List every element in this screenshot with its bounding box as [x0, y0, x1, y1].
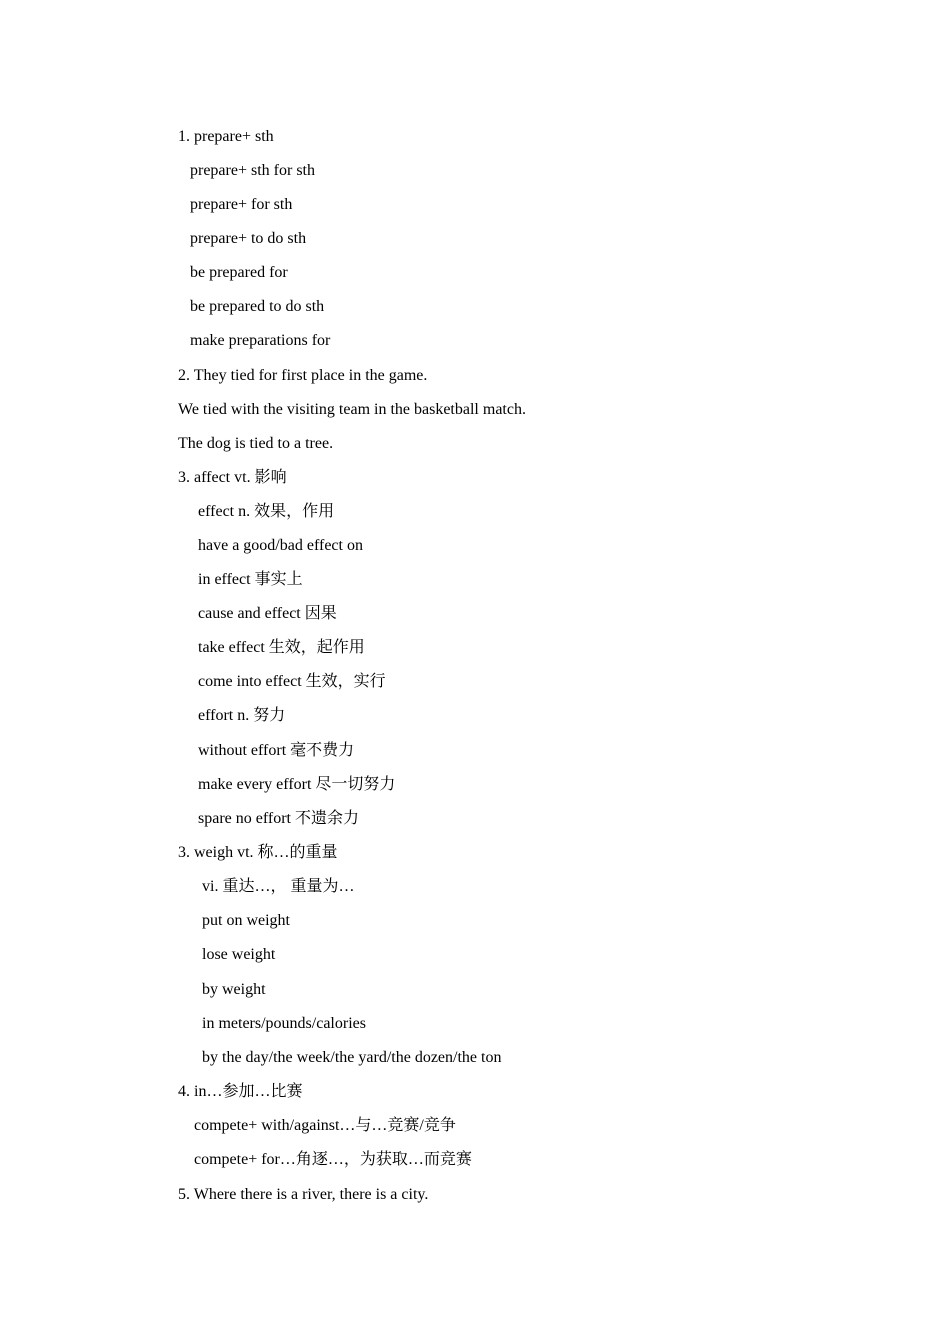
text-line: by weight — [202, 981, 266, 998]
text-line: have a good/bad effect on — [198, 537, 363, 554]
text-line: put on weight — [202, 912, 290, 929]
text-line: prepare+ sth for sth — [190, 162, 315, 179]
text-line: be prepared to do sth — [190, 298, 325, 315]
text-line: We tied with the visiting team in the basketball match. — [178, 401, 526, 418]
text-line: compete+ with/against…与…竞赛/竞争 — [194, 1117, 456, 1134]
text-line: vi. 重达…， 重量为… — [202, 878, 355, 895]
text-line: prepare+ for sth — [190, 196, 293, 213]
text-line: 3. weigh vt. 称…的重量 — [178, 844, 338, 861]
text-line: in effect 事实上 — [198, 571, 303, 588]
text-line: lose weight — [202, 946, 276, 963]
text-line: compete+ for…角逐…，为获取…而竞赛 — [194, 1151, 472, 1168]
text-line: effect n. 效果，作用 — [198, 503, 335, 520]
text-line: make preparations for — [190, 332, 331, 349]
text-line: 2. They tied for first place in the game. — [178, 367, 428, 384]
text-line: take effect 生效，起作用 — [198, 639, 365, 656]
text-line: prepare+ to do sth — [190, 230, 307, 247]
text-line: without effort 毫不费力 — [198, 742, 355, 759]
text-line: 3. affect vt. 影响 — [178, 469, 287, 486]
text-line: 5. Where there is a river, there is a city. — [178, 1186, 429, 1203]
text-line: cause and effect 因果 — [198, 605, 337, 622]
text-line: 1. prepare+ sth — [178, 128, 274, 145]
text-line: spare no effort 不遗余力 — [198, 810, 360, 827]
text-line: be prepared for — [190, 264, 288, 281]
text-line: by the day/the week/the yard/the dozen/the ton — [202, 1049, 502, 1066]
text-line: make every effort 尽一切努力 — [198, 776, 396, 793]
text-line: The dog is tied to a tree. — [178, 435, 334, 452]
text-line: in meters/pounds/calories — [202, 1015, 366, 1032]
text-line: 4. in…参加…比赛 — [178, 1083, 303, 1100]
text-line: effort n. 努力 — [198, 707, 286, 724]
text-line: come into effect 生效，实行 — [198, 673, 386, 690]
